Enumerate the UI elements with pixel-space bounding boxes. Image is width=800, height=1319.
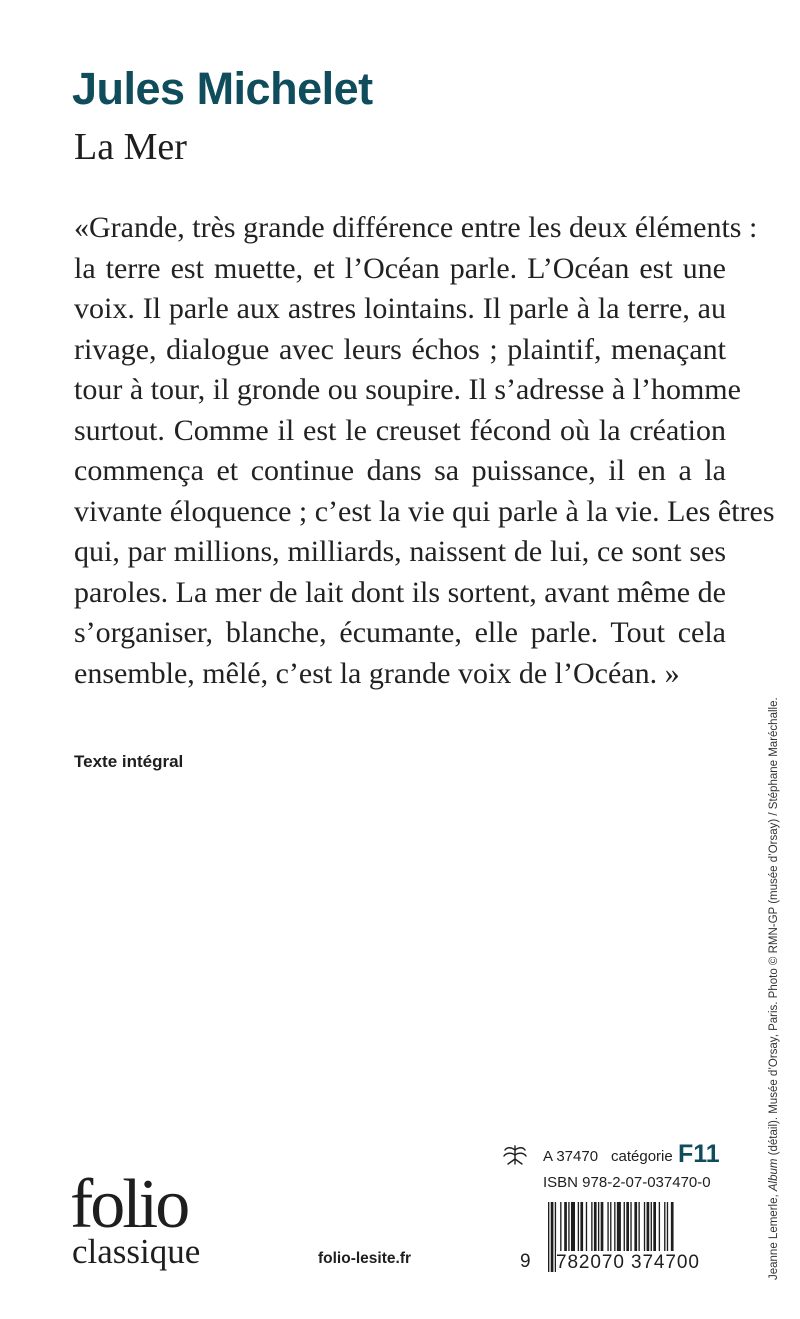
credit-text: (détail). Musée d’Orsay, Paris. Photo © RMN-GP (musée d’Orsay) / Stéphane Maréchalle. <box>768 697 780 1159</box>
quote-line: «Grande, très grande différence entre les deux éléments : <box>74 211 758 244</box>
quote-line: vivante éloquence ; c’est la vie qui parle à la vie. Les êtres <box>74 494 775 528</box>
publisher-website: folio-lesite.fr <box>318 1250 412 1267</box>
quote-line: ensemble, mêlé, c’est la grande voix de l’Océan. » <box>74 656 680 690</box>
quote-line: s’organiser, blanche, écumante, elle parle. Tout cela <box>74 616 726 649</box>
barcode <box>520 1202 720 1278</box>
category-label: catégorie <box>611 1148 673 1165</box>
isbn: ISBN 978-2-07-037470-0 <box>543 1174 711 1191</box>
catalog-code: A 37470 <box>543 1148 599 1165</box>
barcode-bar <box>548 1202 549 1272</box>
quote-line: la terre est muette, et l’Océan parle. L’Océan est une <box>74 251 726 285</box>
photo-credit <box>768 697 780 1280</box>
quote-line: voix. Il parle aux astres lointains. Il parle à la terre, au <box>74 292 726 325</box>
barcode-first-digit: 9 <box>520 1251 531 1272</box>
quote-line: tour à tour, il gronde ou soupire. Il s’adresse à l’homme <box>74 373 741 406</box>
author-name: Jules Michelet <box>72 63 373 114</box>
logo-classique-word: classique <box>72 1232 201 1271</box>
barcode-digits: 782070 374700 <box>556 1251 720 1275</box>
quote-line: surtout. Comme il est le creuset fécond où la création <box>74 413 726 447</box>
publisher-emblem-icon <box>502 1144 528 1166</box>
category-value: F11 <box>678 1140 720 1168</box>
edition-note: Texte intégral <box>74 752 184 771</box>
back-cover-quote <box>74 208 775 694</box>
quote-line: commença et continue dans sa puissance, il en a la <box>74 454 726 487</box>
quote-line: qui, par millions, milliards, naissent de lui, ce sont ses <box>74 535 726 568</box>
credit-artwork-title: Album <box>768 1158 780 1192</box>
barcode-bar <box>551 1202 554 1272</box>
credit-text: Jeanne Lemerle, <box>768 1191 780 1280</box>
catalog-info <box>502 1142 722 1170</box>
quote-line: rivage, dialogue avec leurs échos ; plaintif, menaçant <box>74 332 726 366</box>
logo-folio-word: folio <box>70 1166 188 1243</box>
quote-line: paroles. La mer de lait dont ils sortent, avant même de <box>74 575 726 609</box>
book-title: La Mer <box>74 126 187 168</box>
